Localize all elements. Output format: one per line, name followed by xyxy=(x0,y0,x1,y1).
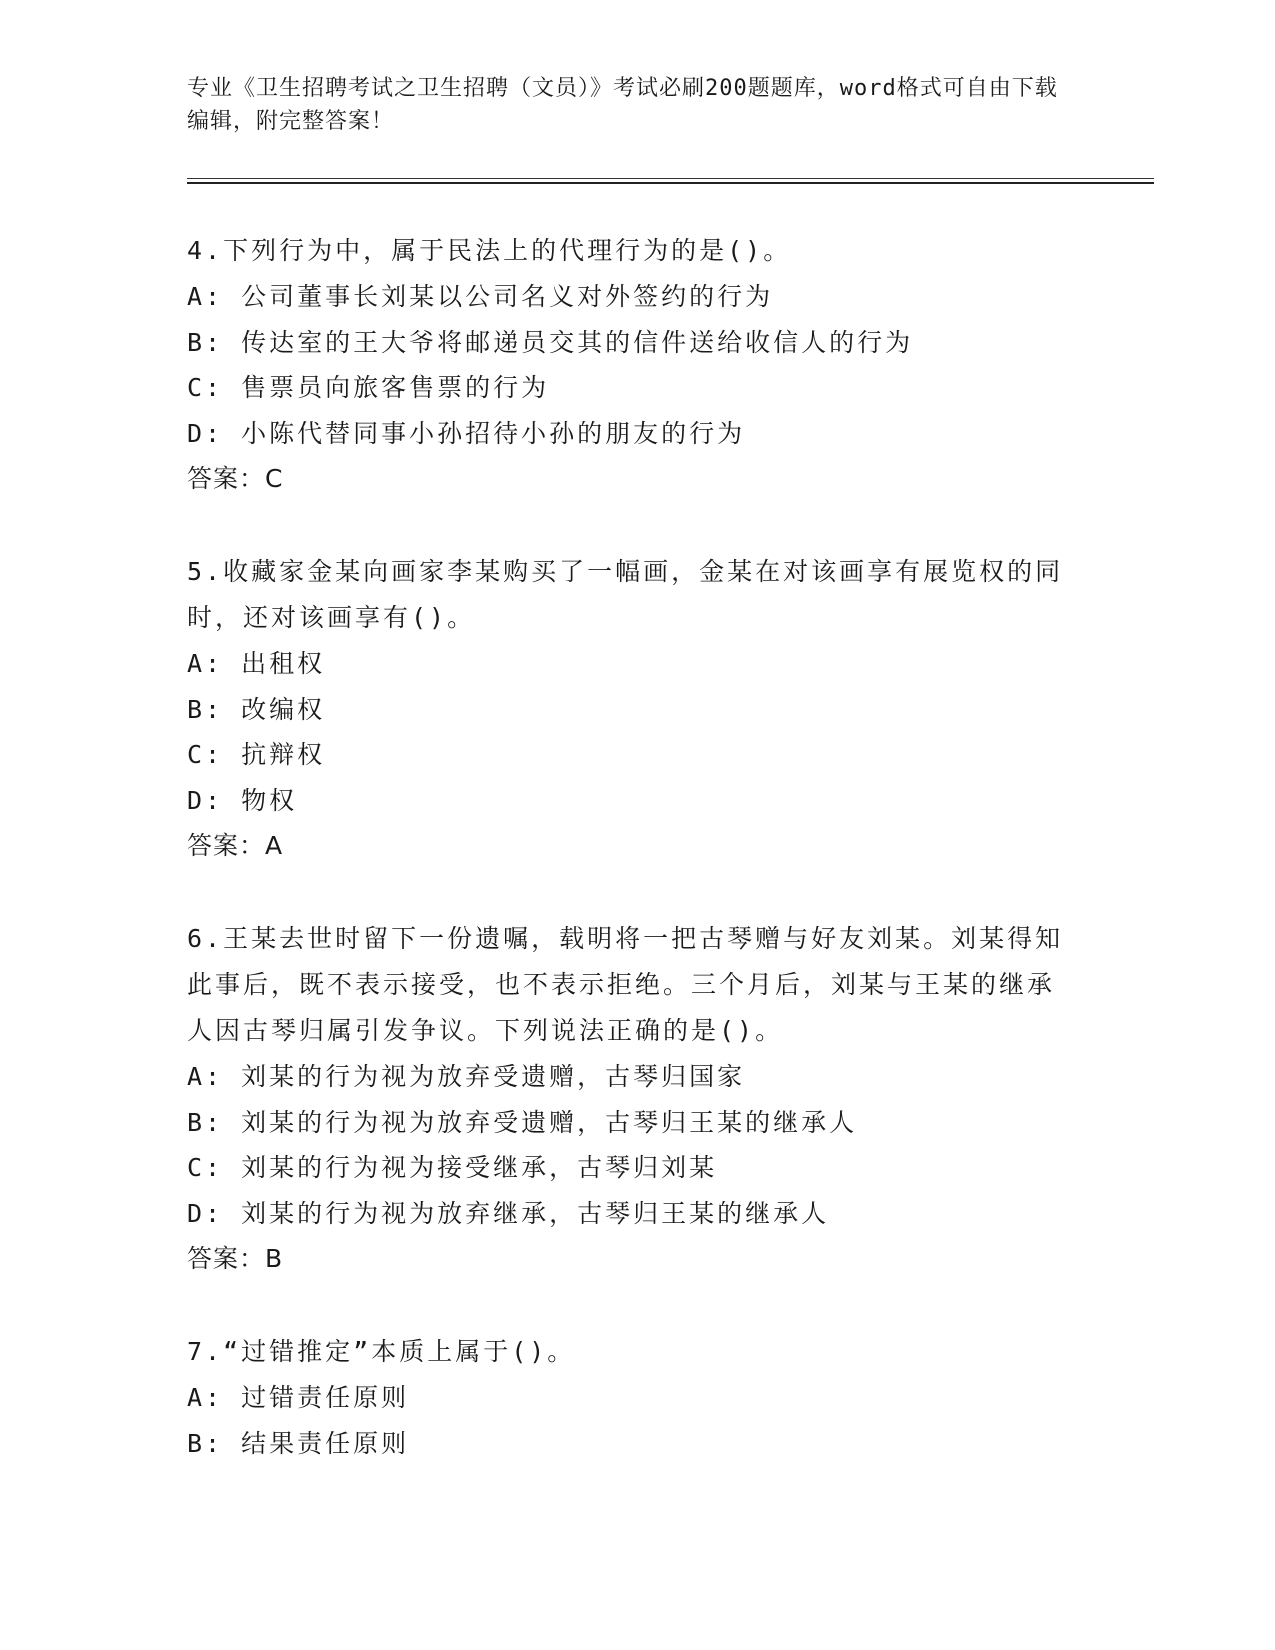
question-list xyxy=(187,228,1067,1513)
answer: 答案：A xyxy=(187,831,284,860)
option-d: D: 刘某的行为视为放弃继承，古琴归王某的继承人 xyxy=(187,1198,830,1228)
option-d: D: 物权 xyxy=(187,785,298,815)
question-text: 4.下列行为中，属于民法上的代理行为的是()。 xyxy=(187,236,792,265)
question-5 xyxy=(187,549,1067,869)
option-a: A: 过错责任原则 xyxy=(187,1383,410,1412)
option-a: A: 出租权 xyxy=(187,649,326,678)
header-divider-bottom xyxy=(187,182,1154,184)
question-6 xyxy=(187,916,1067,1282)
option-c: C: 刘某的行为视为接受继承，古琴归刘某 xyxy=(187,1153,718,1182)
option-b: B: 刘某的行为视为放弃受遗赠，古琴归王某的继承人 xyxy=(187,1107,858,1137)
option-d: D: 小陈代替同事小孙招待小孙的朋友的行为 xyxy=(187,418,746,448)
document-header: 专业《卫生招聘考试之卫生招聘（文员）》考试必刷200题题库，word格式可自由下载编辑，附完整答案！ xyxy=(187,76,1058,134)
answer: 答案：C xyxy=(187,464,284,493)
question-text: 5.收藏家金某向画家李某购买了一幅画，金某在对该画享有展览权的同时，还对该画享有()。 xyxy=(187,557,1064,632)
option-a: A: 刘某的行为视为放弃受遗赠，古琴归国家 xyxy=(187,1062,746,1091)
question-7 xyxy=(187,1329,1067,1466)
option-b: B: 改编权 xyxy=(187,694,326,724)
answer: 答案：B xyxy=(187,1244,284,1273)
question-text: 6.王某去世时留下一份遗嘱，载明将一把古琴赠与好友刘某。刘某得知此事后，既不表示接受，也不表示拒绝。三个月后，刘某与王某的继承人因古琴归属引发争议。下列说法正确的是()。 xyxy=(187,924,1064,1045)
option-c: C: 售票员向旅客售票的行为 xyxy=(187,373,550,402)
option-c: C: 抗辩权 xyxy=(187,740,326,769)
option-b: B: 传达室的王大爷将邮递员交其的信件送给收信人的行为 xyxy=(187,327,914,357)
option-b: B: 结果责任原则 xyxy=(187,1428,410,1458)
header-divider-top xyxy=(187,178,1154,179)
option-a: A: 公司董事长刘某以公司名义对外签约的行为 xyxy=(187,282,774,311)
question-text: 7.“过错推定”本质上属于()。 xyxy=(187,1337,576,1366)
question-4 xyxy=(187,228,1067,502)
